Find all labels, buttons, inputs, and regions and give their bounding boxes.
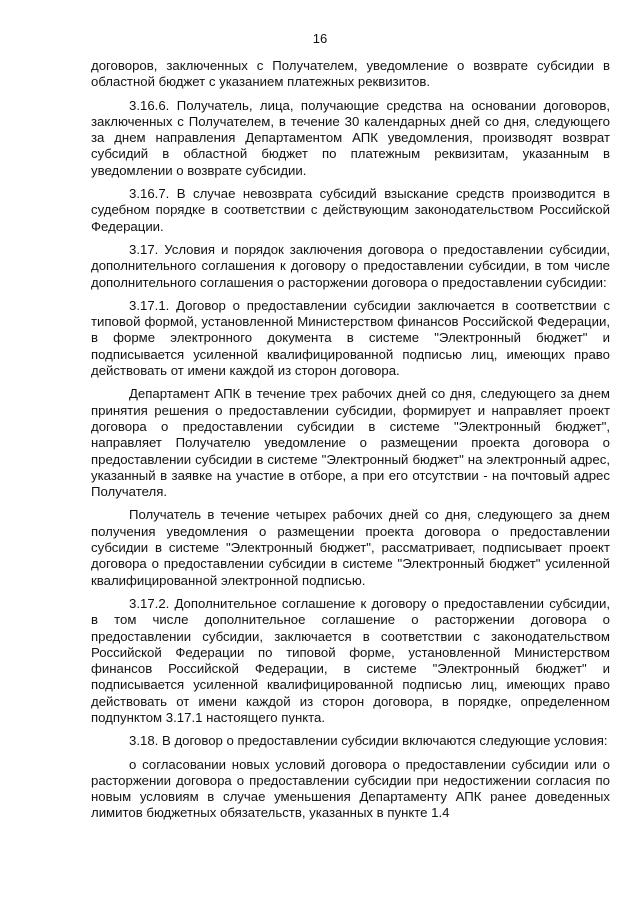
paragraph-recipient: Получатель в течение четырех рабочих дней со дня, следующего за днем получения уведомления о размещении проекта договора о предоставлении субсидии в системе "Электронный бюджет", рассматривает, подписывает проект договора о предоставлении субсидии в системе "Электронный бюджет" усиленной квалифицированной электронной подписью. bbox=[91, 507, 610, 588]
paragraph-department-apk: Департамент АПК в течение трех рабочих дней со дня, следующего за днем принятия решения о предоставлении субсидии, формирует и направляет проект договора о предоставлении субсидии в системе "Электронный бюджет", направляет Получателю уведомление о размещении проекта договора о предоставлении субсидии в системе "Электронный бюджет" на электронный адрес, указанный в заявке на участие в отборе, а при его отсутствии - на почтовый адрес Получателя. bbox=[91, 386, 610, 500]
paragraph-3-18: 3.18. В договор о предоставлении субсидии включаются следующие условия: bbox=[129, 733, 608, 749]
page-number: 16 bbox=[312, 31, 328, 46]
paragraph-3-16-6: 3.16.6. Получатель, лица, получающие средства на основании договоров, заключенных с Получателем, в течение 30 календарных дней со дня, следующего за днем направления Департаментом АПК уведомления, производят возврат субсидий в областной бюджет по платежным реквизитам, указанным в уведомлении о возврате субсидии. bbox=[91, 97, 610, 178]
paragraph-continued: договоров, заключенных с Получателем, уведомление о возврате субсидии в областной бюджет с указанием платежных реквизитов. bbox=[91, 58, 610, 90]
paragraph-3-17-1: 3.17.1. Договор о предоставлении субсидии заключается в соответствии с типовой формой, установленной Министерством финансов Российской Федерации, в форме электронного документа в системе "Электронный бюджет" и подписывается усиленной квалифицированной подписью лиц, имеющих право действовать от имени каждой из сторон договора. bbox=[91, 297, 610, 379]
paragraph-3-17-2: 3.17.2. Дополнительное соглашение к договору о предоставлении субсидии, в том числе дополнительное соглашение о расторжении договора о предоставлении субсидии, заключается в соответствии с законодательством Российской Федерации по типовой форме, установленной Министерством финансов Российской Федерации, в системе "Электронный бюджет" и подписывается усиленной квалифицированной подписью лиц, имеющих право действовать от имени каждой из сторон договора, в порядке, определенном подпунктом 3.17.1 настоящего пункта. bbox=[91, 595, 610, 725]
paragraph-3-17: 3.17. Условия и порядок заключения договора о предоставлении субсидии, дополнительного соглашения к договору о предоставлении субсидии, в том числе дополнительного соглашения о расторжении договора о предоставлении субсидии: bbox=[91, 241, 610, 290]
paragraph-3-16-7: 3.16.7. В случае невозврата субсидий взыскание средств производится в судебном порядке в соответствии с действующим законодательством Российской Федерации. bbox=[91, 186, 610, 234]
paragraph-condition-agreement: о согласовании новых условий договора о предоставлении субсидии или о расторжении договора о предоставлении субсидии при недостижении согласия по новым условиям в случае уменьшения Департаменту АПК ранее доведенных лимитов бюджетных обязательств, указанных в пункте 1.4 bbox=[91, 756, 610, 821]
document-body bbox=[91, 58, 610, 829]
